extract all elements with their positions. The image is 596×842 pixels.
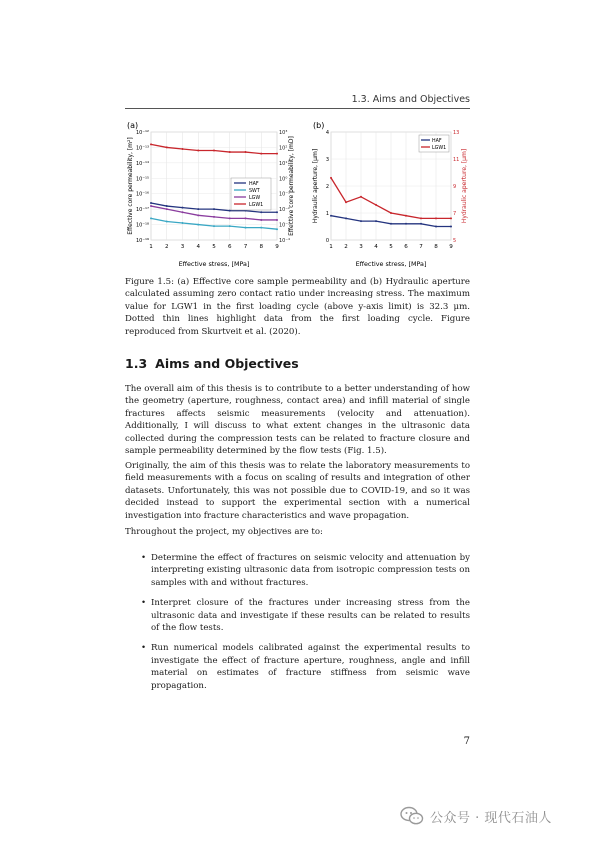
data-point [330, 215, 332, 217]
data-point [182, 211, 184, 213]
y-tick-label: 3 [325, 157, 329, 163]
data-point [390, 223, 392, 225]
y-tick-label: 10⁻¹⁷ [135, 207, 149, 214]
y-tick-label: 10⁻¹⁶ [135, 191, 149, 198]
data-point [245, 217, 247, 219]
bullet-icon: • [141, 598, 147, 609]
y-tick-label: 0 [325, 238, 329, 244]
data-point [375, 204, 377, 206]
legend-label: HAF [249, 182, 259, 187]
data-point [245, 151, 247, 153]
data-point [166, 208, 168, 210]
legend-label: LGW1 [432, 146, 447, 151]
watermark-text: 公众号 · 现代石油人 [430, 810, 552, 826]
panel-b-y-ticks-right [453, 130, 459, 244]
data-point [360, 220, 362, 222]
paragraph-aim: The overall aim of this thesis is to contribute to a better understanding of how the geometry (aperture, roughness, contact area) and infill material of single fractures affects seismic measurements (velocity and attenuation). Additionally, I will discuss to what extent changes in the ultrasonic data collected during the compression tests can be related to fracture closure and sample permeability determined by the flow tests (Fig. 1.5). [125, 384, 470, 457]
list-item [125, 552, 470, 589]
data-point [197, 224, 199, 226]
y-tick-label: 1 [325, 211, 329, 217]
objective-text: Run numerical models calibrated against the experimental results to investigate the effect of fracture aperture, roughness, angle and infill material on estimates of fracture stiffness from seismic wave propagation. [151, 643, 470, 691]
x-tick-label: 9 [449, 244, 453, 250]
y-tick-label: 10² [279, 145, 288, 152]
x-tick-label: 7 [419, 244, 423, 250]
panel-b-xlabel: Effective stress, [MPa] [355, 260, 427, 268]
x-tick-label: 4 [374, 244, 378, 250]
data-point [276, 153, 278, 155]
data-point [166, 220, 168, 222]
data-point [213, 225, 215, 227]
y-tick-label: 10⁻¹⁸ [135, 222, 149, 229]
y-tick-label: 10³ [279, 130, 288, 136]
x-tick-label: 3 [180, 244, 185, 250]
data-point [197, 208, 199, 210]
page-number: 7 [463, 736, 470, 747]
x-tick-label: 8 [434, 244, 438, 250]
panel-b-label: (b) [313, 121, 325, 130]
y-tick-label: 10⁻¹⁴ [135, 160, 149, 167]
section-number: 1.3 [125, 356, 148, 371]
data-point [150, 143, 152, 145]
wechat-icon [400, 805, 424, 827]
panel-b-ylabel-right: Hydraulic aperture, [μm] [461, 148, 468, 224]
running-head: 1.3. Aims and Objectives [351, 94, 470, 105]
data-point [405, 223, 407, 225]
data-point [420, 223, 422, 225]
x-tick-label: 6 [227, 244, 232, 250]
chart-panel-a [125, 118, 297, 270]
data-point [420, 217, 422, 219]
data-point [330, 177, 332, 179]
y-tick-label: 2 [325, 184, 329, 190]
y-tick-label: 10⁻¹³ [135, 145, 149, 152]
x-tick-label: 1 [329, 244, 333, 250]
data-point [260, 227, 262, 229]
data-point [360, 196, 362, 198]
data-point [166, 146, 168, 148]
legend-label: LGW1 [249, 203, 264, 208]
panel-b-y-ticks-left [326, 130, 329, 244]
x-tick-label: 9 [275, 244, 279, 250]
panel-b-ylabel-left: Hydraulic aperture, [μm] [312, 148, 319, 224]
panel-b [311, 118, 470, 270]
x-tick-label: 7 [243, 244, 248, 250]
y-tick-label: 10⁻³ [279, 222, 291, 229]
x-tick-label: 1 [149, 244, 153, 250]
legend-label: SWT [249, 189, 260, 194]
data-point [245, 227, 247, 229]
y-tick-label: 5 [453, 238, 457, 244]
data-point [260, 153, 262, 155]
bullet-icon: • [141, 553, 147, 563]
legend-label: LGW [249, 196, 261, 201]
data-point [435, 217, 437, 219]
data-point [405, 215, 407, 217]
data-point [390, 212, 392, 214]
data-point [150, 217, 152, 219]
panel-a-legend [231, 178, 271, 210]
legend-label: HAF [432, 139, 442, 144]
data-point [182, 207, 184, 209]
panel-b-legend [419, 135, 449, 152]
y-tick-label: 10⁻² [279, 207, 291, 214]
list-item [125, 642, 470, 692]
y-tick-label: 10⁻¹² [135, 130, 149, 136]
objectives-list [125, 552, 470, 700]
data-point [182, 148, 184, 150]
panel-a-xlabel: Effective stress, [MPa] [178, 260, 250, 268]
data-point [229, 217, 231, 219]
data-point [213, 150, 215, 152]
x-tick-label: 5 [389, 244, 393, 250]
panel-a-x-ticks [149, 244, 279, 250]
figure-1-5 [125, 118, 470, 270]
data-point [375, 220, 377, 222]
y-tick-label: 10¹ [279, 160, 288, 167]
x-tick-label: 2 [164, 244, 169, 250]
data-point [150, 202, 152, 204]
watermark [400, 804, 590, 828]
section-heading [125, 356, 470, 371]
data-point [276, 219, 278, 221]
data-point [166, 205, 168, 207]
y-tick-label: 10⁻¹ [279, 191, 291, 198]
data-point [213, 216, 215, 218]
x-tick-label: 2 [344, 244, 348, 250]
paragraph-original-aim: Originally, the aim of this thesis was to relate the laboratory measurements to field measurements with a focus on scaling of results and integration of other datasets. Unfortunately, this was not possible due to COVID-19, and so it was decided instead to support the experimental section with a numerical investigation into fracture characteristics and wave propagation. [125, 461, 470, 521]
list-item [125, 597, 470, 634]
y-tick-label: 10⁰ [279, 176, 288, 183]
x-tick-label: 5 [212, 244, 216, 250]
objective-text: Determine the effect of fractures on seismic velocity and attenuation by interpreting existing ultrasonic data from isotropic compression tests on samples with and without fractures. [151, 553, 470, 588]
panel-a-label: (a) [127, 121, 139, 130]
data-point [276, 228, 278, 230]
panel-b-x-ticks [329, 244, 453, 250]
data-point [197, 150, 199, 152]
x-tick-label: 3 [359, 244, 363, 250]
figure-caption: Figure 1.5: (a) Effective core sample permeability and (b) Hydraulic aperture calculated assuming zero contact ratio under increasing stress. The maximum value for LGW1 in the first loading cycle (above y-axis limit) is 32.3 μm. Dotted thin lines highlight data from the first loading cycle. Figure reproduced from Skurtveit et al. (2020). [125, 277, 470, 337]
panel-a-y-ticks-left [136, 130, 149, 244]
paragraph-objectives-intro: Throughout the project, my objectives are to: [125, 527, 323, 537]
y-tick-label: 13 [453, 130, 460, 136]
data-point [182, 222, 184, 224]
data-point [450, 226, 452, 228]
y-tick-label: 7 [453, 211, 457, 217]
section-title: Aims and Objectives [155, 356, 299, 371]
data-point [260, 211, 262, 213]
data-point [150, 205, 152, 207]
data-point [197, 214, 199, 216]
header-rule [125, 108, 470, 109]
x-tick-label: 6 [404, 244, 408, 250]
data-point [435, 226, 437, 228]
y-tick-label: 9 [453, 184, 457, 190]
data-point [229, 151, 231, 153]
panel-a-ylabel-right: Effective core permeability, [mD] [288, 136, 295, 236]
y-tick-label: 4 [325, 130, 329, 136]
bullet-icon: • [141, 643, 147, 654]
x-tick-label: 8 [259, 244, 264, 250]
data-point [213, 208, 215, 210]
data-point [345, 201, 347, 203]
data-point [260, 219, 262, 221]
data-point [229, 225, 231, 227]
y-tick-label: 10⁻¹⁹ [135, 238, 149, 244]
data-point [345, 217, 347, 219]
data-point [229, 210, 231, 212]
y-tick-label: 10⁻⁴ [279, 238, 291, 244]
x-tick-label: 4 [196, 244, 201, 250]
objective-text: Interpret closure of the fractures under increasing stress from the ultrasonic data and investigate if these results can be related to results of the flow tests. [151, 598, 470, 634]
data-point [276, 211, 278, 213]
panel-a [125, 118, 297, 270]
panel-a-ylabel-left: Effective core permeability, [m²] [127, 137, 134, 235]
y-tick-label: 11 [453, 157, 460, 163]
y-tick-label: 10⁻¹⁵ [135, 176, 149, 183]
data-point [450, 217, 452, 219]
chart-panel-b [311, 118, 470, 270]
